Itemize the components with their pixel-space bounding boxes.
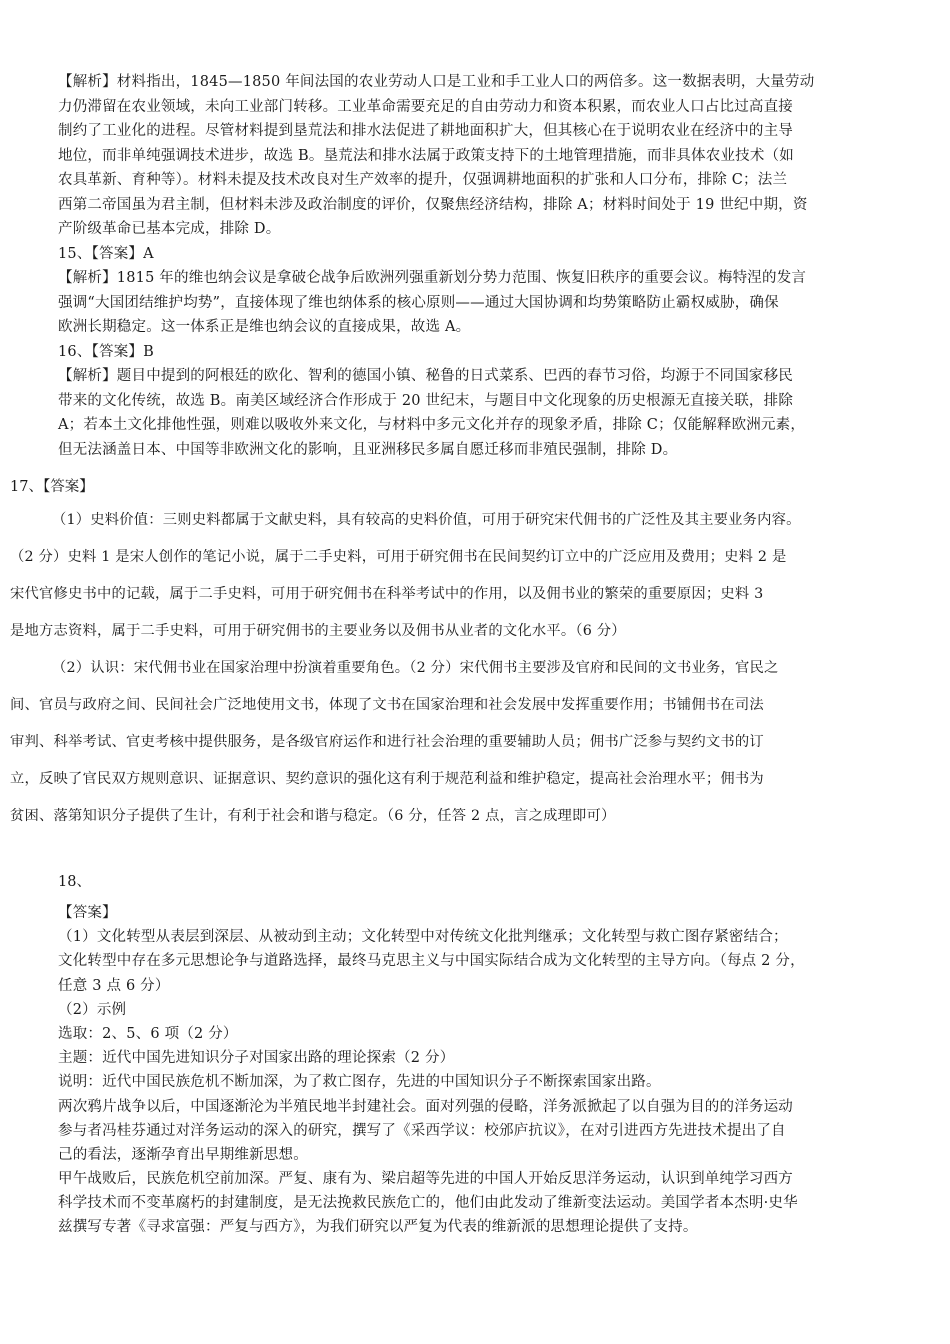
- q17-answer-block: [10, 502, 945, 835]
- answers-14-16-block: [58, 70, 898, 462]
- text-line: （1）文化转型从表层到深层、从被动到主动；文化转型中对传统文化批判继承；文化转型与救亡图存紧密结合；: [58, 929, 788, 946]
- q16-answer: 16、【答案】B: [58, 343, 154, 360]
- text-line: （2 分）史料 1 是宋人创作的笔记小说，属于二手史料，可用于研究佣书在民间契约订立中的广泛应用及费用；史料 2 是: [10, 549, 787, 565]
- text-line: 是地方志资料，属于二手史料，可用于研究佣书的主要业务以及佣书从业者的文化水平。（6 分）: [10, 623, 626, 639]
- text-line: 强调“大国团结维护均势”，直接体现了维也纳体系的核心原则——通过大国协调和均势策略防止霸权威胁，确保: [58, 294, 779, 311]
- q18-answer-block: [58, 901, 898, 1240]
- text-line: 审判、科举考试、官吏考核中提供服务，是各级官府运作和进行社会治理的重要辅助人员；佣书广泛参与契约文书的订: [10, 734, 764, 750]
- text-line: 说明：近代中国民族危机不断加深，为了救亡图存，先进的中国知识分子不断探索国家出路。: [58, 1074, 661, 1091]
- text-line: 己的看法，逐渐孕育出早期维新思想。: [58, 1146, 308, 1163]
- text-line: 【答案】: [58, 905, 117, 921]
- text-line: 选取：2、5、6 项（2 分）: [58, 1025, 238, 1042]
- text-line: 立，反映了官民双方规则意识、证据意识、契约意识的强化这有利于规范利益和维护稳定，提高社会治理水平；佣书为: [10, 771, 764, 787]
- text-line: 西第二帝国虽为君主制，但材料未涉及政治制度的评价，仅聚焦经济结构，排除 A；材料时间处于 19 世纪中期，资: [58, 196, 808, 213]
- text-line: 【解析】1815 年的维也纳会议是拿破仑战争后欧洲列强重新划分势力范围、恢复旧秩序的重要会议。梅特涅的发言: [58, 270, 807, 286]
- text-line: 【解析】材料指出，1845—1850 年间法国的农业劳动人口是工业和手工业人口的两倍多。这一数据表明，大量劳动: [58, 74, 815, 90]
- text-line: 参与者冯桂芬通过对洋务运动的深入的研究，撰写了《采西学议：校邠庐抗议》，在对引进西方先进技术提出了自: [58, 1122, 786, 1139]
- text-line: （1）史料价值：三则史料都属于文献史料，具有较高的史料价值，可用于研究宋代佣书的广泛性及其主要业务内容。: [52, 512, 801, 528]
- text-line: 但无法涵盖日本、中国等非欧洲文化的影响，且亚洲移民多属自愿迁移而非殖民强制，排除 D。: [58, 441, 678, 458]
- text-line: 甲午战败后，民族危机空前加深。严复、康有为、梁启超等先进的中国人开始反思洋务运动，认识到单纯学习西方: [58, 1171, 793, 1188]
- text-line: 带来的文化传统，故选 B。南美区域经济合作形成于 20 世纪末，与题目中文化现象的历史根源无直接关联，排除: [58, 392, 794, 409]
- text-line: 任意 3 点 6 分）: [58, 977, 170, 994]
- text-line: 文化转型中存在多元思想论争与道路选择，最终马克思主义与中国实际结合成为文化转型的主导方向。（每点 2 分，: [58, 953, 805, 970]
- text-line: 【解析】题目中提到的阿根廷的欧化、智利的德国小镇、秘鲁的日式菜系、巴西的春节习俗，均源于不同国家移民: [58, 368, 793, 384]
- text-line: 制约了工业化的进程。尽管材料提到垦荒法和排水法促进了耕地面积扩大，但其核心在于说明农业在经济中的主导: [58, 123, 793, 139]
- text-line: 地位，而非单纯强调技术进步，故选 B。垦荒法和排水法属于政策支持下的土地管理措施，而非具体农业技术（如: [58, 147, 794, 164]
- text-line: （2）认识：宋代佣书业在国家治理中扮演着重要角色。（2 分）宋代佣书主要涉及官府和民间的文书业务，官民之: [52, 660, 779, 676]
- text-line: 间、官员与政府之间、民间社会广泛地使用文书，体现了文书在国家治理和社会发展中发挥重要作用；书铺佣书在司法: [10, 697, 764, 713]
- text-line: 科学技术而不变革腐朽的封建制度，是无法挽救民族危亡的，他们由此发动了维新变法运动。美国学者本杰明·史华: [58, 1195, 798, 1212]
- text-line: （2）示例: [58, 1001, 127, 1018]
- text-line: 农具革新、育种等）。材料未提及技术改良对生产效率的提升，仅强调耕地面积的扩张和人口分布，排除 C；法兰: [58, 172, 788, 188]
- text-line: 主题：近代中国先进知识分子对国家出路的理论探索（2 分）: [58, 1050, 455, 1067]
- q17-heading: 17、【答案】: [10, 479, 94, 495]
- q15-answer: 15、【答案】A: [58, 245, 154, 262]
- q18-heading: 18、: [58, 874, 91, 890]
- text-line: A；若本土文化排他性强，则难以吸收外来文化，与材料中多元文化并存的现象矛盾，排除 C；仅能解释欧洲元素，: [58, 417, 806, 433]
- text-line: 产阶级革命已基本完成，排除 D。: [58, 221, 281, 237]
- text-line: 两次鸦片战争以后，中国逐渐沦为半殖民地半封建社会。面对列强的侵略，洋务派掀起了以自强为目的的洋务运动: [58, 1098, 793, 1115]
- text-line: 贫困、落第知识分子提供了生计，有利于社会和谐与稳定。（6 分，任答 2 点，言之成理即可）: [10, 808, 616, 824]
- text-line: 兹撰写专著《寻求富强：严复与西方》，为我们研究以严复为代表的维新派的思想理论提供了支持。: [58, 1219, 698, 1236]
- text-line: 欧洲长期稳定。这一体系正是维也纳会议的直接成果，故选 A。: [58, 319, 471, 335]
- text-line: 力仍滞留在农业领域，未向工业部门转移。工业革命需要充足的自由劳动力和资本积累，而农业人口占比过高直接: [58, 98, 793, 115]
- text-line: 宋代官修史书中的记载，属于二手史料，可用于研究佣书在科举考试中的作用，以及佣书业的繁荣的重要原因；史料 3: [10, 586, 764, 602]
